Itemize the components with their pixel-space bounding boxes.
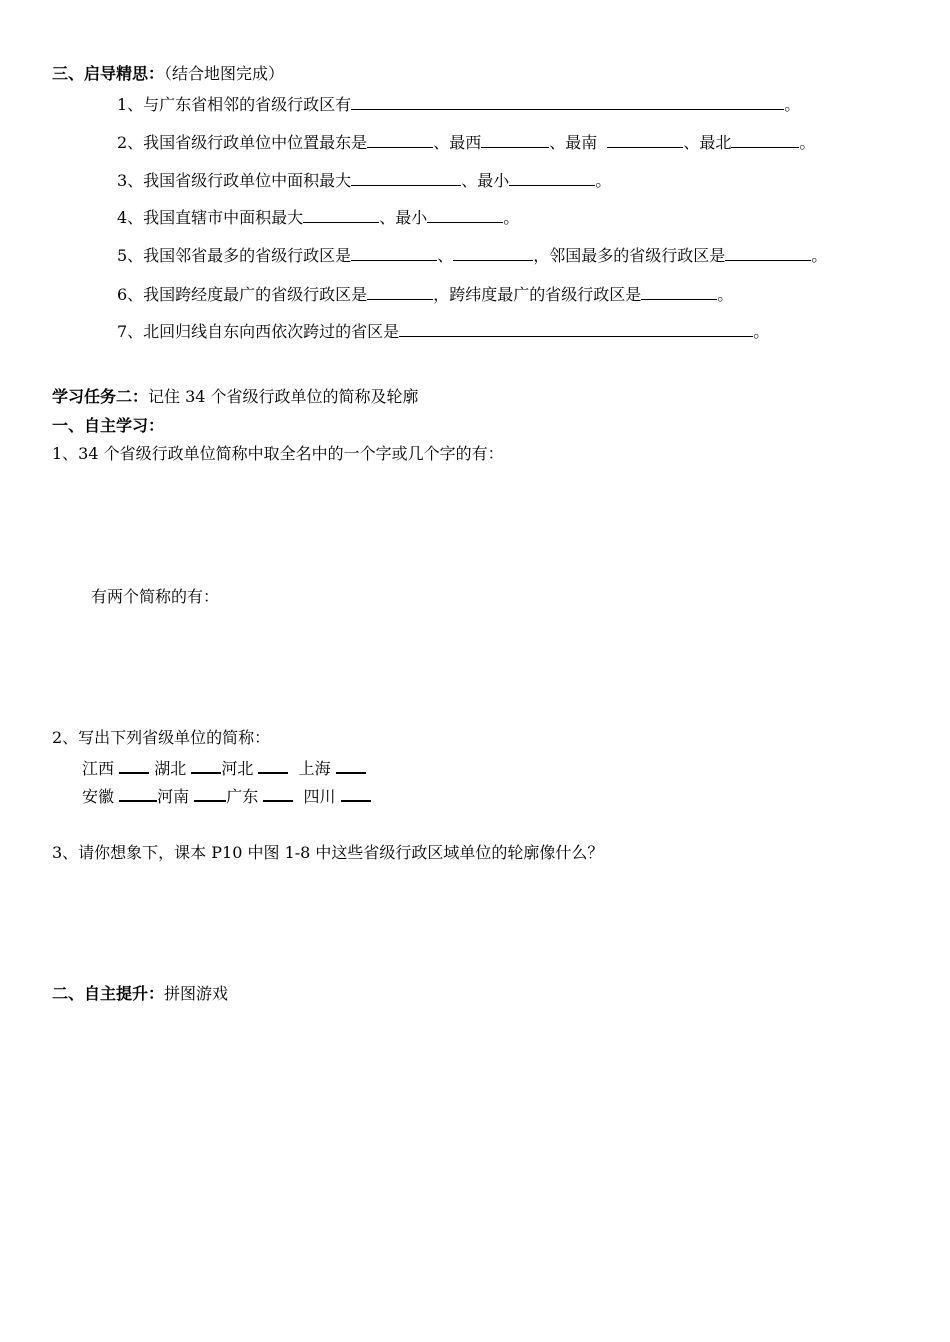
answer-blank[interactable] <box>351 93 784 110</box>
question-5 <box>117 244 827 267</box>
section3-heading-line <box>52 63 284 85</box>
improve-heading: 二、自主提升： <box>52 984 165 1003</box>
question-7 <box>117 320 769 343</box>
answer-blank[interactable] <box>194 784 226 802</box>
answer-blank[interactable] <box>509 169 595 186</box>
answer-blank[interactable] <box>367 283 433 300</box>
answer-blank[interactable] <box>119 784 157 802</box>
question-5-separator: 、 <box>437 246 454 265</box>
answer-blank[interactable] <box>263 784 293 802</box>
two-names-text: 有两个简称的有： <box>91 587 220 606</box>
question-6 <box>117 283 733 306</box>
answer-blank[interactable] <box>303 206 379 223</box>
province-name: 安徽 <box>82 787 115 806</box>
item-3-text: 3、请你想象下，课本 P10 中图 1-8 中这些省级行政区域单位的轮廓像什么？ <box>52 843 604 862</box>
question-5-end: 。 <box>811 246 828 265</box>
province-name: 广东 <box>226 787 259 806</box>
question-5-text-neighbors: 5、我国邻省最多的省级行政区是 <box>117 246 352 265</box>
answer-blank[interactable] <box>351 244 437 261</box>
question-4 <box>117 206 519 229</box>
answer-blank[interactable] <box>731 131 799 148</box>
question-7-end: 。 <box>753 322 770 341</box>
question-4-text-largest: 4、我国直辖市中面积最大 <box>117 208 304 227</box>
question-1-end: 。 <box>784 95 801 114</box>
item-2-text: 2、写出下列省级单位的简称： <box>52 728 271 747</box>
question-2 <box>117 131 815 154</box>
question-1 <box>117 93 800 116</box>
improve-text: 拼图游戏 <box>164 984 229 1003</box>
task2-heading-line <box>52 386 419 408</box>
question-3-text-smallest: 、最小 <box>461 171 510 190</box>
item-1-text: 1、34 个省级行政单位简称中取全名中的一个字或几个字的有： <box>52 444 504 463</box>
question-5-text-countries: ，邻国最多的省级行政区是 <box>533 246 726 265</box>
province-name: 河南 <box>157 787 190 806</box>
question-3-text-largest: 3、我国省级行政单位中面积最大 <box>117 171 352 190</box>
abbreviation-row-1 <box>82 756 366 780</box>
answer-blank[interactable] <box>336 756 366 774</box>
answer-blank[interactable] <box>191 756 221 774</box>
answer-blank[interactable] <box>119 756 149 774</box>
section3-heading-note: （结合地图完成） <box>164 64 285 83</box>
answer-blank[interactable] <box>399 320 753 337</box>
question-2-text-north: 、最北 <box>683 133 732 152</box>
improve-heading-line <box>52 983 228 1005</box>
question-2-end: 。 <box>799 133 816 152</box>
question-4-text-smallest: 、最小 <box>379 208 428 227</box>
answer-blank[interactable] <box>367 131 433 148</box>
answer-blank[interactable] <box>725 244 811 261</box>
self-study-heading: 一、自主学习： <box>52 416 165 435</box>
answer-blank[interactable] <box>641 283 717 300</box>
province-name: 江西 <box>82 759 115 778</box>
province-name: 河北 <box>221 759 254 778</box>
question-2-text-west: 、最西 <box>433 133 482 152</box>
question-6-text-longitude: 6、我国跨经度最广的省级行政区是 <box>117 285 368 304</box>
answer-blank[interactable] <box>341 784 371 802</box>
question-1-text: 1、与广东省相邻的省级行政区有 <box>117 95 352 114</box>
question-3-end: 。 <box>595 171 612 190</box>
answer-blank[interactable] <box>607 131 683 148</box>
abbreviation-row-2 <box>82 784 371 808</box>
section3-heading: 三、启导精思： <box>52 64 165 83</box>
question-2-text-east: 2、我国省级行政单位中位置最东是 <box>117 133 368 152</box>
question-3 <box>117 169 611 192</box>
question-6-end: 。 <box>717 285 734 304</box>
province-name: 上海 <box>298 759 331 778</box>
province-name: 湖北 <box>154 759 187 778</box>
task2-heading-text: 记住 34 个省级行政单位的简称及轮廓 <box>148 387 419 406</box>
question-2-text-south: 、最南 <box>549 133 598 152</box>
answer-blank[interactable] <box>427 206 503 223</box>
answer-blank[interactable] <box>481 131 549 148</box>
answer-blank[interactable] <box>351 169 461 186</box>
task2-heading: 学习任务二： <box>52 387 149 406</box>
province-name: 四川 <box>303 787 336 806</box>
question-4-end: 。 <box>503 208 520 227</box>
answer-blank[interactable] <box>453 244 533 261</box>
question-7-text: 7、北回归线自东向西依次跨过的省区是 <box>117 322 400 341</box>
answer-blank[interactable] <box>258 756 288 774</box>
question-6-text-latitude: ，跨纬度最广的省级行政区是 <box>433 285 642 304</box>
